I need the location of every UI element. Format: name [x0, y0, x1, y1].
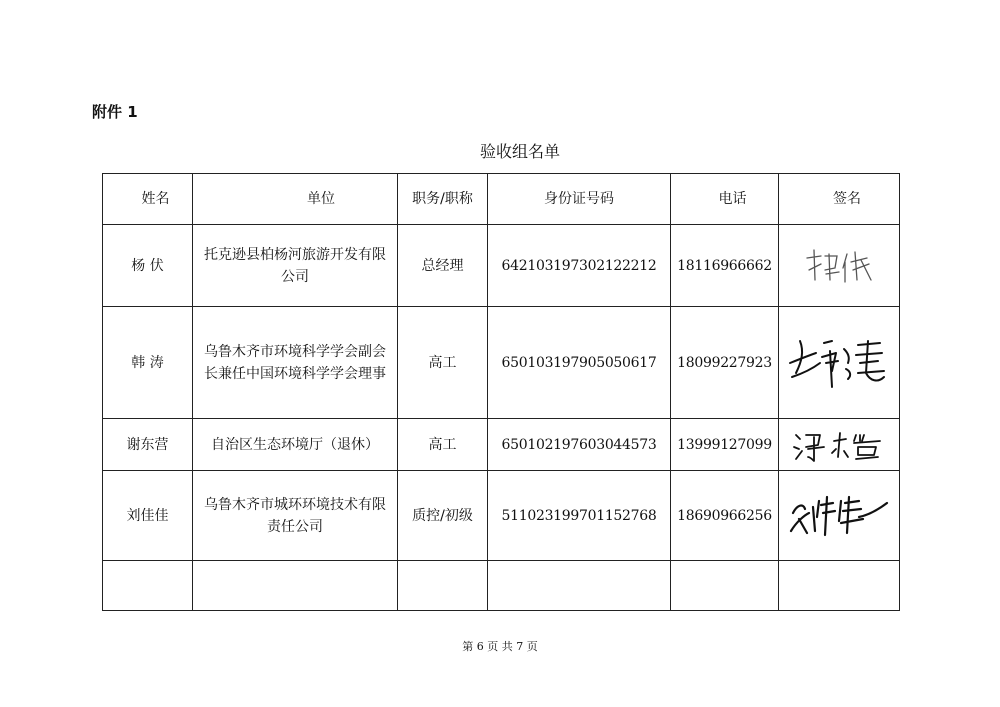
empty-cell	[193, 561, 398, 611]
member-signature	[779, 471, 900, 561]
header-name: 姓名	[103, 174, 193, 225]
member-unit: 托克逊县柏杨河旅游开发有限公司	[193, 225, 398, 307]
member-phone: 13999127099	[671, 419, 779, 471]
member-id-number: 650102197603044573	[488, 419, 671, 471]
member-signature	[779, 307, 900, 419]
member-id-number: 642103197302122212	[488, 225, 671, 307]
signature-image	[790, 427, 888, 463]
member-position: 高工	[398, 307, 488, 419]
acceptance-team-table	[102, 173, 900, 611]
table-row	[103, 419, 900, 471]
header-position: 职务/职称	[398, 174, 488, 225]
empty-cell	[398, 561, 488, 611]
header-signature: 签名	[779, 174, 900, 225]
member-id-number: 650103197905050617	[488, 307, 671, 419]
signature-image	[799, 244, 879, 288]
header-phone: 电话	[671, 174, 779, 225]
empty-cell	[671, 561, 779, 611]
table-row	[103, 561, 900, 611]
member-name: 谢东营	[103, 419, 193, 471]
member-id-number: 511023199701152768	[488, 471, 671, 561]
member-name: 杨 伏	[103, 225, 193, 307]
member-position: 高工	[398, 419, 488, 471]
member-signature	[779, 419, 900, 471]
header-unit: 单位	[193, 174, 398, 225]
table-row	[103, 307, 900, 419]
table-header-row	[103, 174, 900, 225]
empty-cell	[103, 561, 193, 611]
page-title: 验收组名单	[479, 142, 560, 161]
member-phone: 18116966662	[671, 225, 779, 307]
empty-cell	[779, 561, 900, 611]
member-name: 韩 涛	[103, 307, 193, 419]
member-unit: 自治区生态环境厅（退休）	[193, 419, 398, 471]
signature-image	[787, 491, 891, 541]
member-name: 刘佳佳	[103, 471, 193, 561]
member-position: 质控/初级	[398, 471, 488, 561]
signature-image	[786, 333, 892, 393]
attachment-label: 附件 1	[92, 103, 138, 121]
member-unit: 乌鲁木齐市城环环境技术有限责任公司	[193, 471, 398, 561]
empty-cell	[488, 561, 671, 611]
member-phone: 18099227923	[671, 307, 779, 419]
table-row	[103, 471, 900, 561]
member-unit: 乌鲁木齐市环境科学学会副会长兼任中国环境科学学会理事	[193, 307, 398, 419]
member-signature	[779, 225, 900, 307]
member-position: 总经理	[398, 225, 488, 307]
page-footer: 第 6 页 共 7 页	[462, 640, 538, 653]
header-id-number: 身份证号码	[488, 174, 671, 225]
member-phone: 18690966256	[671, 471, 779, 561]
table-row	[103, 225, 900, 307]
